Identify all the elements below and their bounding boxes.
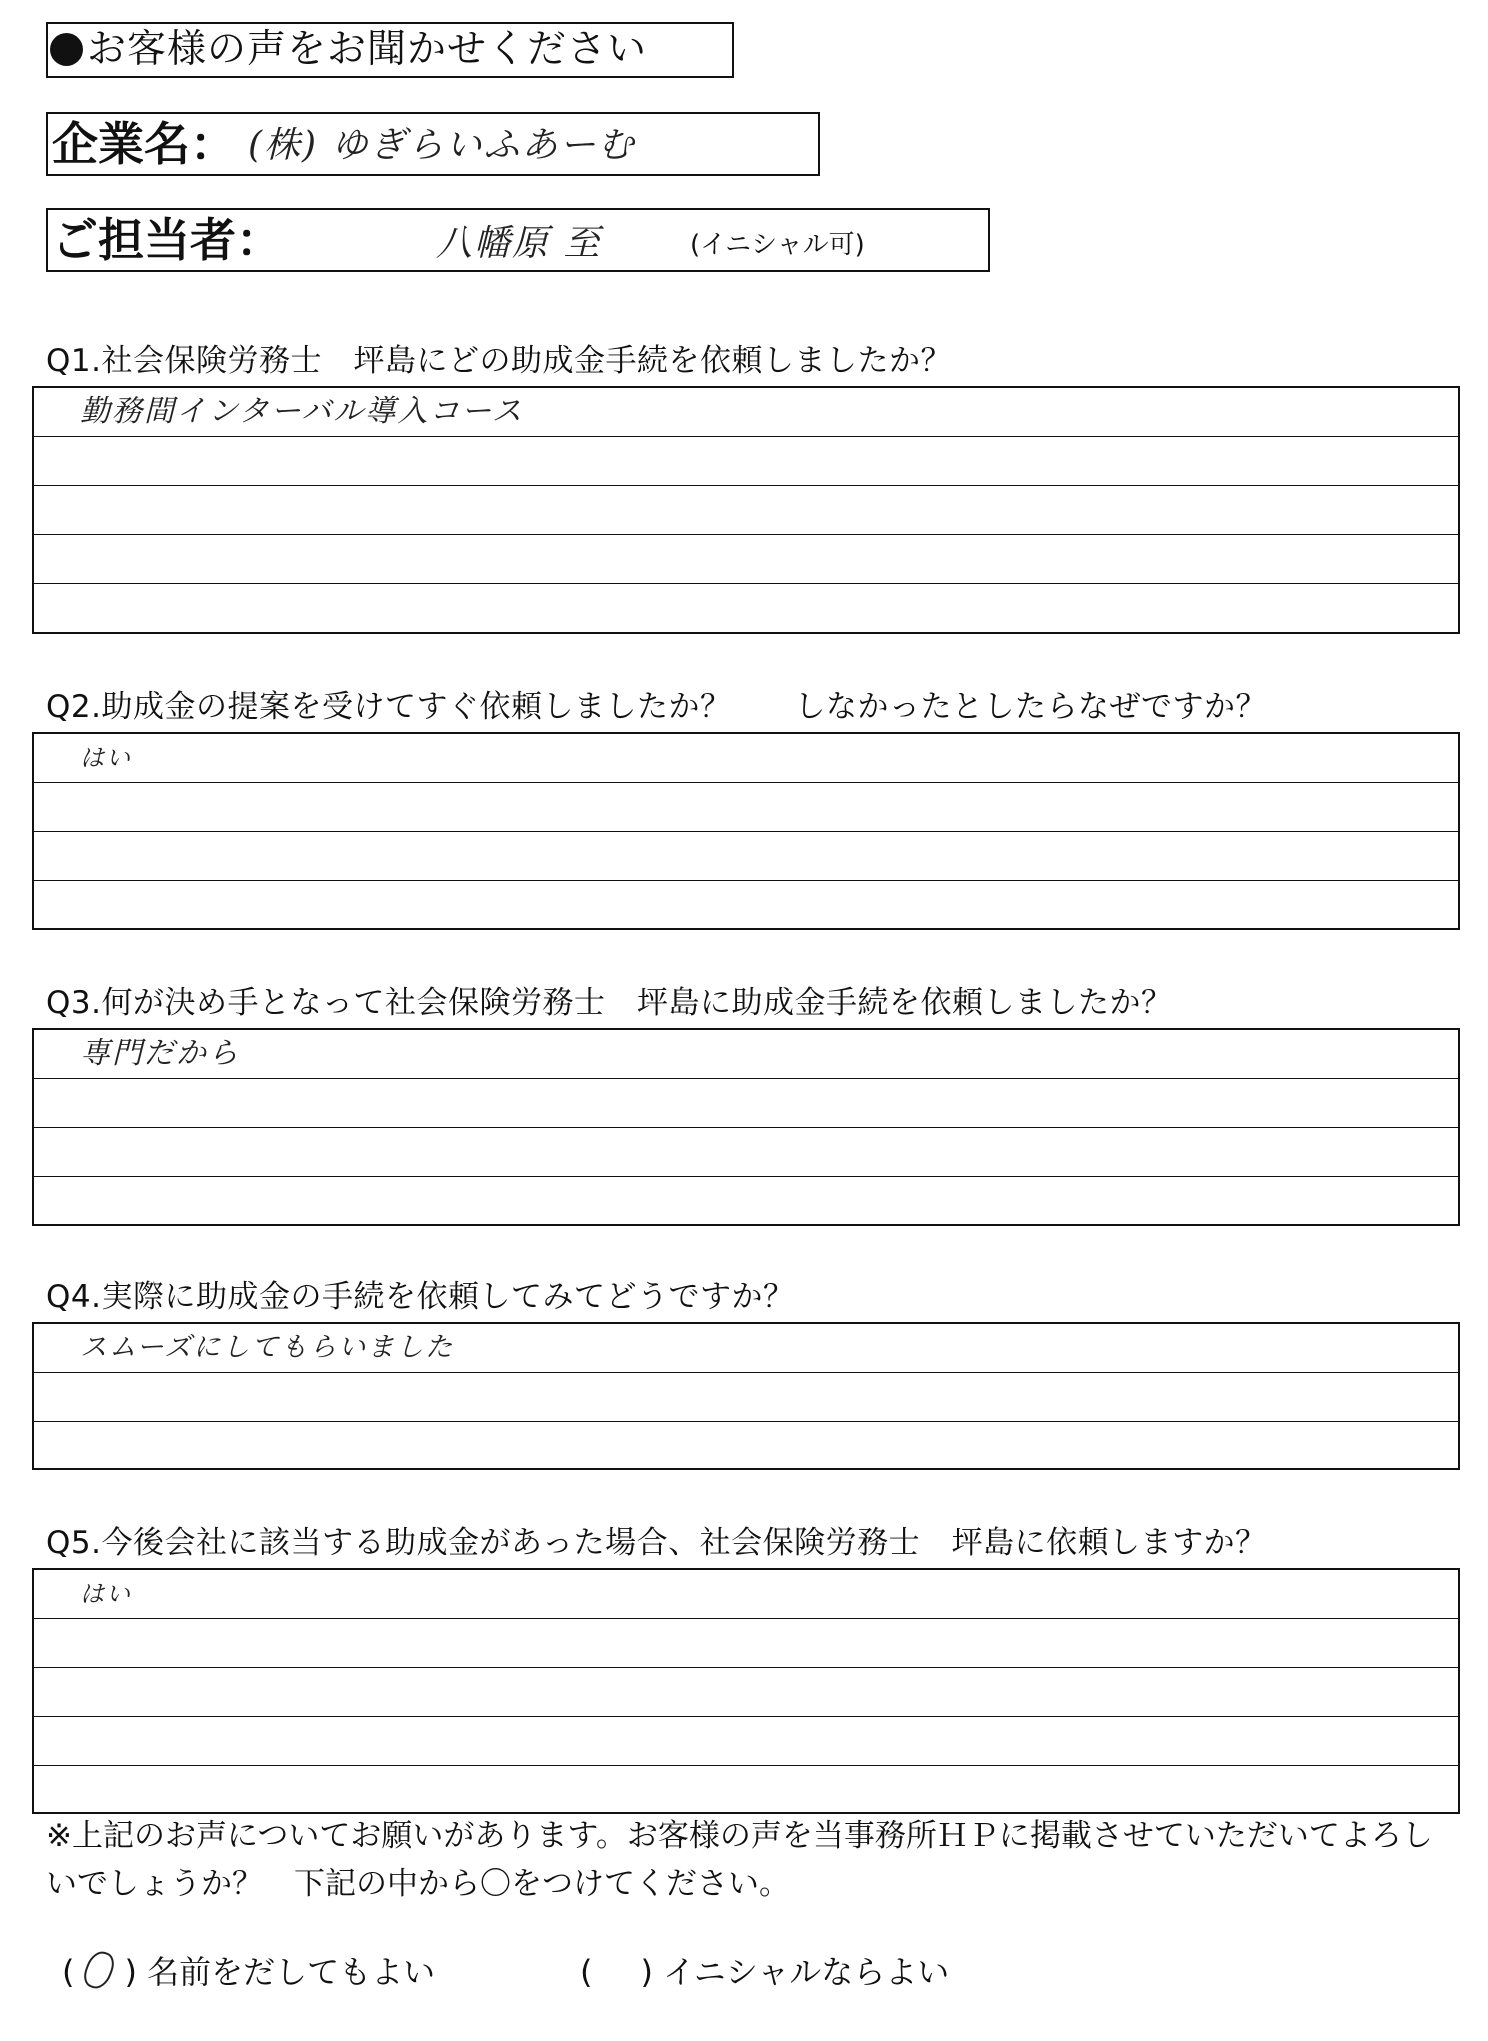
answer-line — [34, 534, 1458, 535]
answer-line — [34, 1078, 1458, 1079]
question-5-label: Q5.今後会社に該当する助成金があった場合、社会保険労務士 坪島に依頼しますか？ — [46, 1525, 1267, 1561]
question-2-answer: はい — [80, 744, 132, 772]
question-3-answer-box[interactable] — [32, 1028, 1460, 1226]
answer-line — [34, 436, 1458, 437]
answer-line — [34, 1421, 1458, 1422]
consent-note: ※上記のお声についてお願いがあります。お客様の声を当事務所ＨＰに掲載させていただいてよろしいでしょうか？ 下記の中から〇をつけてください。 — [46, 1818, 1433, 1902]
choice-name-ok[interactable] — [62, 1950, 435, 1994]
answer-line — [34, 782, 1458, 783]
question-1-answer: 勤務間インターバル導入コース — [80, 394, 524, 429]
contact-label: ご担当者： — [52, 213, 282, 267]
answer-line — [34, 1618, 1458, 1619]
answer-line — [34, 831, 1458, 832]
answer-line — [34, 1372, 1458, 1373]
circle-mark-icon — [81, 1948, 118, 1993]
question-2-answer-box[interactable] — [32, 732, 1460, 930]
open-paren: ( — [580, 1953, 593, 1991]
bullet-icon — [50, 33, 83, 66]
page-title: お客様の声をお聞かせください — [50, 26, 647, 74]
question-2-label: Q2.助成金の提案を受けてすぐ依頼しましたか？ しなかったとしたらなぜですか？ — [46, 689, 1267, 725]
answer-line — [34, 485, 1458, 486]
answer-line — [34, 1716, 1458, 1717]
choice-initial-ok-label: イニシャルならよい — [663, 1953, 950, 1991]
question-5-answer: はい — [80, 1580, 132, 1608]
contact-hint: (イニシャル可) — [690, 230, 865, 260]
question-1-label: Q1.社会保険労務士 坪島にどの助成金手続を依頼しましたか？ — [46, 343, 952, 379]
answer-line — [34, 1765, 1458, 1766]
open-paren: ( — [62, 1953, 75, 1991]
question-4-answer-box[interactable] — [32, 1322, 1460, 1470]
company-label: 企業名： — [52, 117, 236, 171]
answer-line — [34, 880, 1458, 881]
question-1-answer-box[interactable] — [32, 386, 1460, 634]
question-4-answer: スムーズにしてもらいました — [80, 1332, 455, 1363]
contact-value: 八幡原 至 — [436, 223, 602, 264]
choice-initial-ok[interactable] — [580, 1950, 949, 1994]
answer-line — [34, 1667, 1458, 1668]
company-value: (株) ゆぎらいふあーむ — [248, 125, 636, 166]
answer-line — [34, 583, 1458, 584]
choice-name-ok-label: 名前をだしてもよい — [147, 1953, 436, 1991]
answer-line — [34, 1176, 1458, 1177]
answer-line — [34, 1127, 1458, 1128]
question-3-answer: 専門だから — [80, 1036, 240, 1071]
question-4-label: Q4.実際に助成金の手続を依頼してみてどうですか？ — [46, 1279, 795, 1315]
close-paren: ) — [124, 1953, 137, 1991]
close-paren: ) — [640, 1953, 653, 1991]
question-3-label: Q3.何が決め手となって社会保険労務士 坪島に助成金手続を依頼しましたか？ — [46, 985, 1173, 1021]
question-5-answer-box[interactable] — [32, 1568, 1460, 1814]
